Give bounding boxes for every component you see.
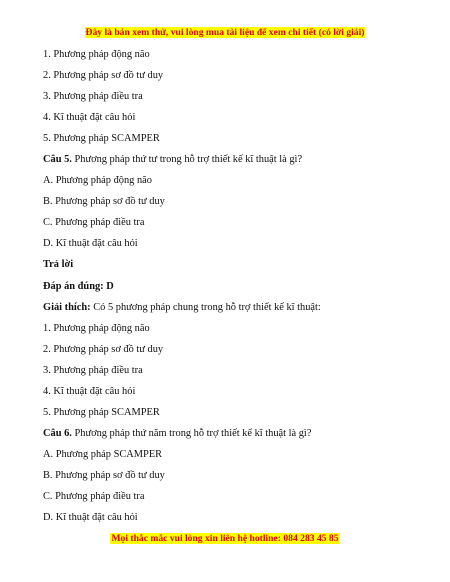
preview-notice-text: Đây là bản xem thử, vui lòng mua tài liệu để xem chi tiết (có lời giải) [85,27,365,38]
question-6 [43,427,423,440]
document-body [43,48,423,532]
option-c: C. Phương pháp điều tra [43,490,145,502]
option-a: A. Phương pháp SCAMPER [43,448,163,460]
list-item: 5. Phương pháp SCAMPER [43,133,160,145]
option-d: D. Kĩ thuật đặt câu hỏi [43,238,138,250]
question-text: Phương pháp thứ tư trong hỗ trợ thiết kế kĩ thuật là gì? [71,154,303,166]
option-c: C. Phương pháp điều tra [43,217,145,229]
list-item: 4. Kĩ thuật đặt câu hỏi [43,112,136,124]
list-item: 4. Kĩ thuật đặt câu hỏi [43,385,136,397]
explanation-label: Giải thích: [43,301,91,313]
list-item: 2. Phương pháp sơ đồ tư duy [43,343,164,355]
correct-answer: Đáp án đúng: D [43,280,114,292]
list-item: 1. Phương pháp động não [43,322,150,334]
hotline-notice [0,533,450,544]
list-item: 1. Phương pháp động não [43,49,150,60]
question-label: Câu 5. [43,154,72,166]
option-b: B. Phương pháp sơ đồ tư duy [43,469,165,481]
question-text: Phương pháp thứ năm trong hỗ trợ thiết kế kĩ thuật là gì? [71,427,312,439]
list-item: 2. Phương pháp sơ đồ tư duy [43,70,164,82]
list-item: 3. Phương pháp điều tra [43,364,143,376]
option-b: B. Phương pháp sơ đồ tư duy [43,196,165,208]
hotline-notice-text: Mọi thắc mắc vui lòng xin liên hệ hotline: 084 283 45 85 [111,533,339,544]
question-5 [43,153,423,166]
list-item: 3. Phương pháp điều tra [43,91,143,103]
option-a: A. Phương pháp động não [43,175,152,187]
preview-notice [0,27,450,38]
explanation [43,301,423,314]
option-d: D. Kĩ thuật đặt câu hỏi [43,512,138,524]
explanation-text: Có 5 phương pháp chung trong hỗ trợ thiết kế kĩ thuật: [90,301,321,313]
answer-heading: Trả lời [43,259,74,271]
list-item: 5. Phương pháp SCAMPER [43,406,160,418]
question-label: Câu 6. [43,427,72,439]
